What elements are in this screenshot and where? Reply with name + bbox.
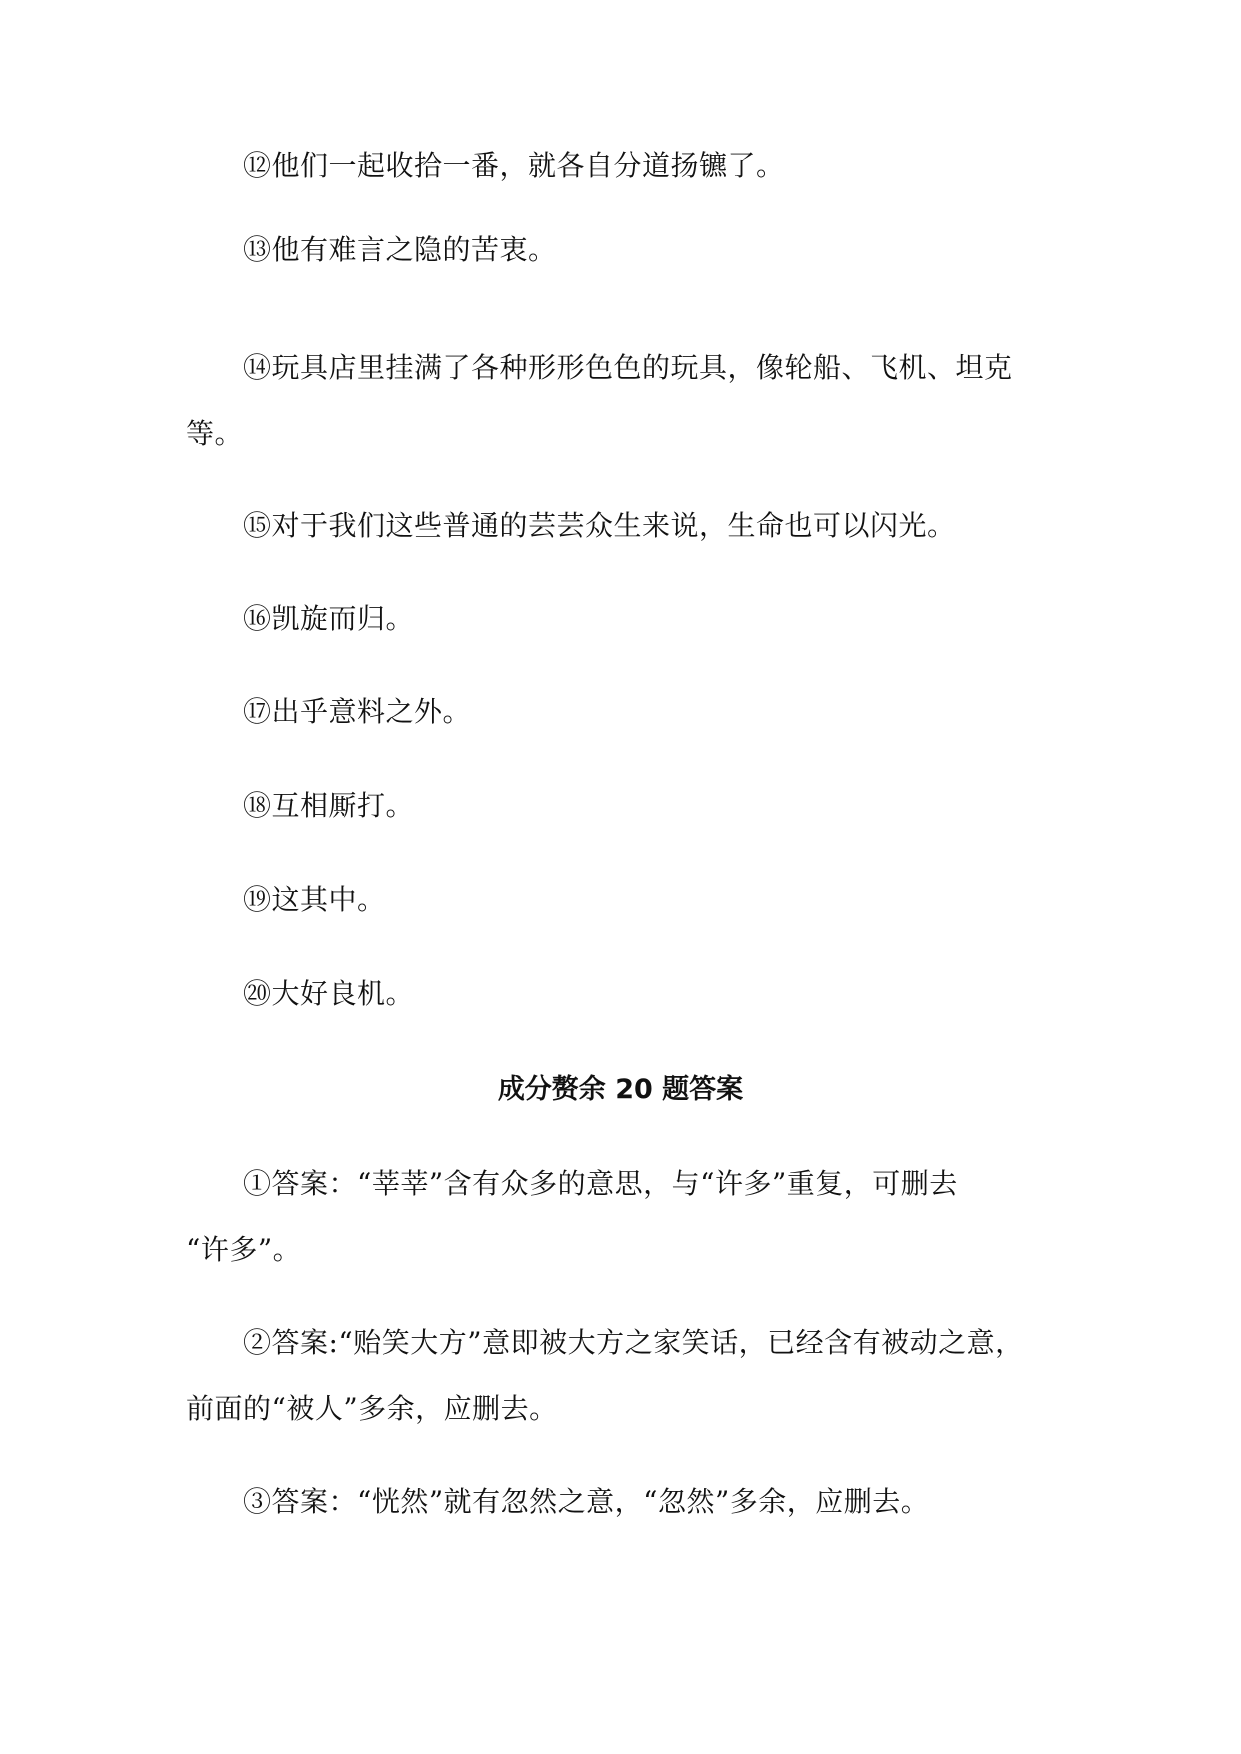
- answer-2-continuation: 前面的“被人”多余，应删去。: [186, 1392, 558, 1425]
- sentence-17: ⑰出乎意料之外。: [243, 695, 472, 728]
- sentence-19: ⑲这其中。: [243, 883, 386, 916]
- answer-1-continuation: “许多”。: [186, 1233, 302, 1266]
- sentence-18: ⑱互相厮打。: [243, 789, 415, 822]
- sentence-13: ⑬他有难言之隐的苦衷。: [243, 233, 557, 266]
- sentence-12: ⑫他们一起收拾一番，就各自分道扬镳了。: [243, 149, 785, 182]
- answer-2: ②答案:“贻笑大方”意即被大方之家笑话，已经含有被动之意，: [243, 1326, 1024, 1359]
- answer-1: ①答案：“莘莘”含有众多的意思，与“许多”重复，可删去: [243, 1167, 958, 1200]
- sentence-15: ⑮对于我们这些普通的芸芸众生来说，生命也可以闪光。: [243, 509, 956, 542]
- sentence-14-continuation: 等。: [186, 417, 244, 450]
- answers-heading: 成分赘余 20 题答案: [497, 1074, 744, 1105]
- answer-3: ③答案：“恍然”就有忽然之意，“忽然”多余，应删去。: [243, 1485, 930, 1518]
- sentence-14: ⑭玩具店里挂满了各种形形色色的玩具，像轮船、飞机、坦克: [243, 351, 1013, 384]
- sentence-20: ⑳大好良机。: [243, 977, 415, 1010]
- sentence-16: ⑯凯旋而归。: [243, 602, 415, 635]
